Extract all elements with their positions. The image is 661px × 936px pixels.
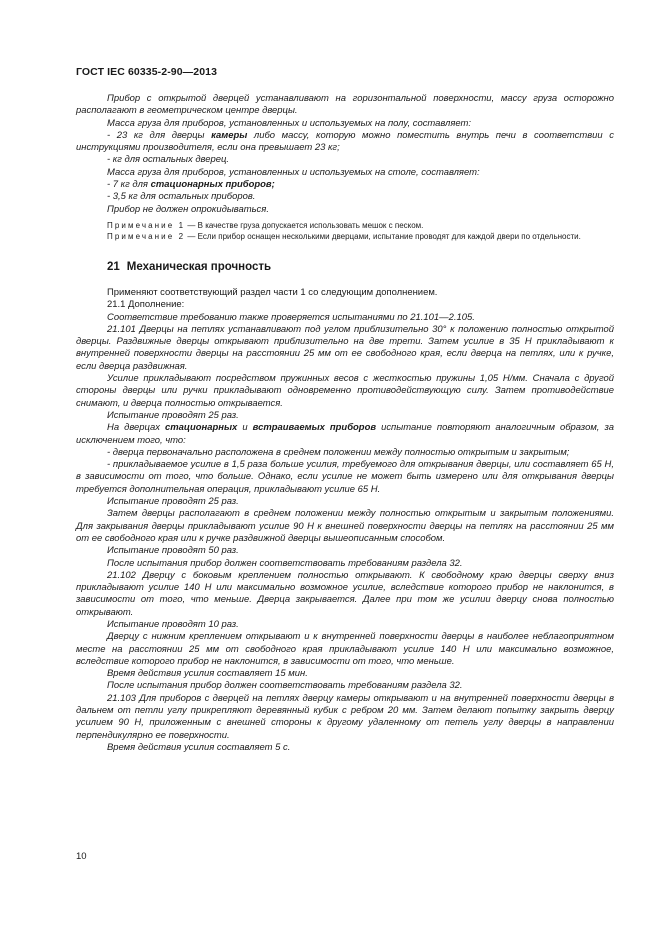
clause-number: 21.1 Дополнение: (107, 299, 185, 311)
paragraph: Затем дверцы располагают в среднем положении между полностью открытым и закрытым положениями. Для закрывания дверцы прикладывают усилие 90 Н к внешней поверхности дверцы на петлях на расстоянии 25 мм от ее свободного края или к ручке раздвижной дверцы вышеописанным способом. (76, 508, 614, 544)
paragraph: Усилие прикладывают посредством пружинных весов с жесткостью пружины 1,05 Н/мм. Сначала с другой стороны дверцы или ручки прикладывают одновременно противодействующую силу. Затем противодействие снимают, и дверца полностью открывается. (76, 373, 614, 409)
clause-21-101: 21.101 Дверцы на петлях устанавливают под углом приблизительно 30° к положению полностью открытой дверцы. Раздвижные дверцы открывают приблизительно на две трети. Затем усилие в 35 Н прикладывают к внутренней поверхности дверцы на расстоянии 25 мм от ее свободного края, если дверца на петлях, или к ручке, если дверца раздвижная. (76, 323, 614, 372)
paragraph: Масса груза для приборов, установленных и используемых на полу, составляет: (107, 117, 472, 129)
paragraph: Дверцу с нижним креплением открывают и к внутренней поверхности дверцы в наиболее неблагоприятном месте на расстоянии 25 мм от свободного края прикладывают усилие 140 Н или максимально возможное, вследствие которого прибор не наклонится, в зависимости от того, что меньше. (76, 631, 614, 667)
paragraph: Испытание проводят 25 раз. (107, 496, 239, 508)
paragraph: Применяют соответствующий раздел части 1 со следующим дополнением. (107, 286, 438, 298)
paragraph: Прибор не должен опрокидываться. (107, 203, 269, 215)
paragraph: Время действия усилия составляет 15 мин. (107, 668, 308, 680)
list-item: - 3,5 кг для остальных приборов. (107, 191, 256, 203)
list-item: - прикладываемое усилие в 1,5 раза больше усилия, требуемого для открывания дверцы, или составляет 65 Н, в зависимости от того, что больше. Однако, если усилие не может быть измерено или для открывания дверцы требуется дополнительная операция, прикладывают усилие 65 Н. (76, 459, 614, 495)
paragraph: На дверцах стационарных и встраиваемых приборов испытание повторяют аналогичным образом, за исключением того, что: (76, 422, 614, 446)
paragraph: Испытание проводят 50 раз. (107, 545, 239, 557)
list-item: - кг для остальных дверец. (107, 154, 230, 166)
paragraph: Прибор с открытой дверцей устанавливают на горизонтальной поверхности, массу груза осторожно располагают в геометрическом центре дверцы. (76, 93, 614, 117)
list-item: - 23 кг для дверцы камеры либо массу, которую можно поместить внутрь печи в соответствии с инструкциями производителя, если она превышает 23 кг; (76, 129, 614, 154)
paragraph: Соответствие требованию также проверяется испытаниями по 21.101—2.105. (107, 311, 475, 323)
paragraph: Время действия усилия составляет 5 с. (107, 741, 291, 753)
page-number: 10 (76, 851, 87, 862)
clause-21-102: 21.102 Дверцу с боковым креплением полностью открывают. К свободному краю дверцы сверху вниз прикладывают усилие 140 Н или максимально возможное усилие, вследствие которого прибор не наклонится, в зависимости от того, что меньше. Дверца закрывается. Далее при том же усилии дверцу снова полностью открывают. (76, 569, 614, 618)
section-heading: 21 Механическая прочность (107, 260, 272, 273)
clause-21-103: 21.103 Для приборов с дверцей на петлях дверцу камеры открывают и на внутренней поверхности дверцы в дальнем от петли углу прикрепляют деревянный кубик с ребром 20 мм. Затем делают попытку закрыть дверцу усилием 90 Н, приложенным с внешней стороны к другому удаленному от петель углу дверцы в направлении перпендикулярно ее поверхности. (76, 692, 614, 741)
list-item: - 7 кг для стационарных приборов; (107, 179, 275, 191)
paragraph: Масса груза для приборов, установленных и используемых на столе, составляет: (107, 166, 480, 178)
paragraph: После испытания прибор должен соответствовать требованиям раздела 32. (107, 680, 463, 692)
note-2: Примечание 2 — Если прибор оснащен несколькими дверцами, испытание проводят для каждой двери по отдельности. (107, 232, 581, 242)
paragraph: После испытания прибор должен соответствовать требованиям раздела 32. (107, 557, 463, 569)
paragraph: Испытание проводят 25 раз. (107, 409, 239, 421)
note-1: Примечание 1 — В качестве груза допускается использовать мешок с песком. (107, 220, 424, 230)
paragraph: Испытание проводят 10 раз. (107, 618, 239, 630)
page-content (76, 93, 614, 754)
list-item: - дверца первоначально расположена в среднем положении между полностью открытым и закрытым; (107, 446, 570, 458)
document-header: ГОСТ IEC 60335-2-90—2013 (76, 66, 218, 78)
